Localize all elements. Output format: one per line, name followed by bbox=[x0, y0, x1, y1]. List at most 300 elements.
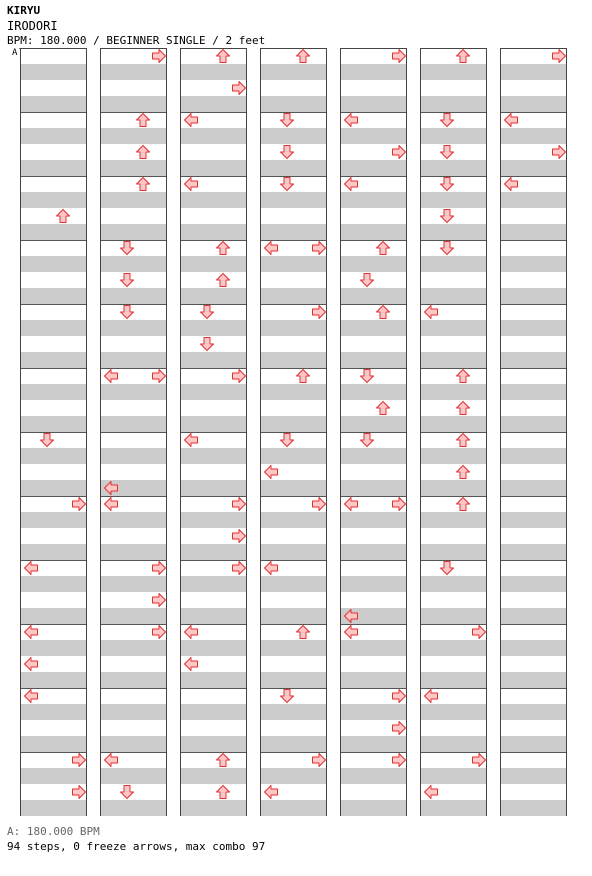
step-arrow-up-icon bbox=[455, 464, 471, 480]
measure-line bbox=[21, 176, 86, 177]
beat-band bbox=[181, 352, 246, 368]
step-arrow-left-icon bbox=[263, 784, 279, 800]
beat-band bbox=[101, 224, 166, 240]
step-arrow-down-icon bbox=[279, 176, 295, 192]
step-arrow-left-icon bbox=[343, 176, 359, 192]
beat-band bbox=[501, 640, 566, 656]
beat-band bbox=[21, 96, 86, 112]
step-arrow-down-icon bbox=[279, 112, 295, 128]
beat-band bbox=[261, 288, 326, 304]
beat-band bbox=[421, 448, 486, 464]
measure-line bbox=[181, 752, 246, 753]
measure-line bbox=[421, 368, 486, 369]
beat-band bbox=[421, 352, 486, 368]
beat-band bbox=[101, 320, 166, 336]
step-arrow-left-icon bbox=[23, 560, 39, 576]
beat-band bbox=[101, 256, 166, 272]
step-arrow-up-icon bbox=[455, 432, 471, 448]
step-arrow-right-icon bbox=[231, 496, 247, 512]
beat-band bbox=[21, 704, 86, 720]
beat-band bbox=[101, 288, 166, 304]
beat-band bbox=[341, 736, 406, 752]
beat-band bbox=[101, 608, 166, 624]
beat-band bbox=[261, 384, 326, 400]
step-arrow-up-icon bbox=[135, 112, 151, 128]
measure-line bbox=[101, 432, 166, 433]
beat-band bbox=[261, 480, 326, 496]
beat-band bbox=[501, 448, 566, 464]
step-arrow-left-icon bbox=[23, 624, 39, 640]
step-arrow-left-icon bbox=[263, 560, 279, 576]
beat-band bbox=[421, 96, 486, 112]
beat-band bbox=[421, 544, 486, 560]
beat-band bbox=[341, 224, 406, 240]
step-arrow-left-icon bbox=[23, 688, 39, 704]
step-arrow-down-icon bbox=[439, 560, 455, 576]
step-arrow-left-icon bbox=[103, 480, 119, 496]
measure-line bbox=[21, 368, 86, 369]
beat-band bbox=[181, 288, 246, 304]
measure-line bbox=[501, 624, 566, 625]
step-arrow-right-icon bbox=[151, 368, 167, 384]
step-arrow-down-icon bbox=[439, 208, 455, 224]
beat-band bbox=[341, 160, 406, 176]
beat-band bbox=[501, 96, 566, 112]
beat-band bbox=[181, 384, 246, 400]
chart-column bbox=[20, 48, 87, 816]
beat-band bbox=[21, 768, 86, 784]
beat-band bbox=[501, 128, 566, 144]
step-arrow-right-icon bbox=[311, 240, 327, 256]
beat-band bbox=[21, 448, 86, 464]
step-arrow-down-icon bbox=[279, 144, 295, 160]
step-arrow-left-icon bbox=[183, 656, 199, 672]
measure-line bbox=[21, 240, 86, 241]
step-arrow-right-icon bbox=[231, 528, 247, 544]
beat-band bbox=[181, 480, 246, 496]
chart-column bbox=[420, 48, 487, 816]
measure-line bbox=[501, 240, 566, 241]
step-arrow-up-icon bbox=[295, 48, 311, 64]
measure-line bbox=[181, 240, 246, 241]
beat-band bbox=[21, 384, 86, 400]
step-arrow-up-icon bbox=[215, 240, 231, 256]
beat-band bbox=[21, 64, 86, 80]
step-arrow-left-icon bbox=[343, 112, 359, 128]
step-arrow-down-icon bbox=[279, 432, 295, 448]
beat-band bbox=[501, 256, 566, 272]
step-arrow-up-icon bbox=[295, 624, 311, 640]
step-arrow-right-icon bbox=[391, 48, 407, 64]
beat-band bbox=[501, 576, 566, 592]
beat-band bbox=[421, 576, 486, 592]
beat-band bbox=[421, 384, 486, 400]
beat-band bbox=[21, 288, 86, 304]
step-arrow-left-icon bbox=[183, 112, 199, 128]
step-arrow-right-icon bbox=[231, 368, 247, 384]
step-arrow-left-icon bbox=[503, 176, 519, 192]
step-arrow-right-icon bbox=[151, 592, 167, 608]
step-arrow-left-icon bbox=[183, 624, 199, 640]
step-arrow-up-icon bbox=[375, 400, 391, 416]
beat-band bbox=[261, 800, 326, 816]
beat-band bbox=[101, 800, 166, 816]
step-arrow-right-icon bbox=[71, 752, 87, 768]
beat-band bbox=[421, 256, 486, 272]
step-arrow-down-icon bbox=[359, 432, 375, 448]
measure-line bbox=[101, 176, 166, 177]
step-arrow-right-icon bbox=[391, 496, 407, 512]
step-arrow-down-icon bbox=[439, 144, 455, 160]
step-arrow-up-icon bbox=[215, 784, 231, 800]
step-arrow-right-icon bbox=[391, 752, 407, 768]
beat-band bbox=[181, 64, 246, 80]
beat-band bbox=[261, 640, 326, 656]
beat-band bbox=[21, 736, 86, 752]
step-arrow-left-icon bbox=[183, 432, 199, 448]
step-arrow-up-icon bbox=[135, 144, 151, 160]
beat-band bbox=[21, 672, 86, 688]
beat-band bbox=[21, 320, 86, 336]
beat-band bbox=[21, 128, 86, 144]
beat-band bbox=[261, 128, 326, 144]
beat-band bbox=[261, 448, 326, 464]
beat-band bbox=[181, 512, 246, 528]
beat-band bbox=[341, 288, 406, 304]
measure-line bbox=[21, 112, 86, 113]
step-arrow-up-icon bbox=[135, 176, 151, 192]
beat-band bbox=[21, 480, 86, 496]
step-arrow-right-icon bbox=[71, 784, 87, 800]
step-arrow-right-icon bbox=[231, 80, 247, 96]
measure-line bbox=[181, 688, 246, 689]
measure-line bbox=[421, 432, 486, 433]
beat-band bbox=[21, 576, 86, 592]
chart-column bbox=[260, 48, 327, 816]
beat-band bbox=[181, 768, 246, 784]
beat-band bbox=[181, 128, 246, 144]
beat-band bbox=[421, 320, 486, 336]
step-arrow-down-icon bbox=[199, 304, 215, 320]
step-arrow-up-icon bbox=[295, 368, 311, 384]
measure-line bbox=[261, 624, 326, 625]
chart-column bbox=[180, 48, 247, 816]
beat-band bbox=[261, 768, 326, 784]
step-arrow-down-icon bbox=[439, 112, 455, 128]
measure-line bbox=[501, 432, 566, 433]
measure-line bbox=[101, 112, 166, 113]
step-arrow-left-icon bbox=[343, 624, 359, 640]
beat-band bbox=[421, 64, 486, 80]
step-arrow-up-icon bbox=[375, 304, 391, 320]
beat-band bbox=[181, 576, 246, 592]
step-arrow-left-icon bbox=[103, 752, 119, 768]
beat-band bbox=[341, 576, 406, 592]
beat-band bbox=[101, 192, 166, 208]
beat-band bbox=[101, 128, 166, 144]
beat-band bbox=[181, 160, 246, 176]
beat-band bbox=[421, 608, 486, 624]
step-arrow-down-icon bbox=[199, 336, 215, 352]
beat-band bbox=[101, 160, 166, 176]
step-arrow-right-icon bbox=[311, 752, 327, 768]
step-arrow-down-icon bbox=[279, 688, 295, 704]
beat-band bbox=[341, 256, 406, 272]
beat-band bbox=[21, 160, 86, 176]
beat-band bbox=[341, 512, 406, 528]
chart-info: BPM: 180.000 / BEGINNER SINGLE / 2 feet bbox=[7, 34, 266, 47]
measure-line bbox=[501, 560, 566, 561]
beat-band bbox=[101, 512, 166, 528]
step-arrow-down-icon bbox=[119, 784, 135, 800]
step-arrow-left-icon bbox=[23, 656, 39, 672]
step-arrow-down-icon bbox=[359, 272, 375, 288]
beat-band bbox=[341, 128, 406, 144]
step-arrow-up-icon bbox=[455, 496, 471, 512]
beat-band bbox=[181, 416, 246, 432]
beat-band bbox=[181, 544, 246, 560]
step-arrow-right-icon bbox=[391, 144, 407, 160]
step-arrow-up-icon bbox=[55, 208, 71, 224]
step-arrow-right-icon bbox=[391, 688, 407, 704]
step-arrow-left-icon bbox=[263, 464, 279, 480]
chart-column bbox=[500, 48, 567, 816]
step-arrow-right-icon bbox=[311, 304, 327, 320]
beat-band bbox=[341, 320, 406, 336]
beat-band bbox=[181, 608, 246, 624]
beat-band bbox=[181, 96, 246, 112]
measure-line bbox=[501, 496, 566, 497]
beat-band bbox=[421, 672, 486, 688]
step-arrow-up-icon bbox=[215, 272, 231, 288]
beat-band bbox=[261, 736, 326, 752]
step-arrow-down-icon bbox=[39, 432, 55, 448]
step-arrow-right-icon bbox=[551, 48, 567, 64]
measure-line bbox=[501, 304, 566, 305]
beat-band bbox=[261, 672, 326, 688]
beat-band bbox=[501, 736, 566, 752]
song-title: IRODORI bbox=[7, 19, 58, 33]
beat-band bbox=[341, 352, 406, 368]
beat-band bbox=[421, 640, 486, 656]
beat-band bbox=[181, 192, 246, 208]
step-arrow-left-icon bbox=[423, 688, 439, 704]
beat-band bbox=[341, 704, 406, 720]
beat-band bbox=[341, 544, 406, 560]
beat-band bbox=[501, 768, 566, 784]
beat-band bbox=[21, 640, 86, 656]
beat-band bbox=[101, 736, 166, 752]
beat-band bbox=[101, 768, 166, 784]
step-arrow-left-icon bbox=[343, 608, 359, 624]
step-arrow-down-icon bbox=[439, 176, 455, 192]
step-arrow-right-icon bbox=[151, 624, 167, 640]
measure-line bbox=[21, 304, 86, 305]
beat-band bbox=[101, 384, 166, 400]
beat-band bbox=[501, 480, 566, 496]
step-arrow-up-icon bbox=[215, 48, 231, 64]
measure-line bbox=[501, 368, 566, 369]
beat-band bbox=[501, 64, 566, 80]
step-arrow-right-icon bbox=[151, 48, 167, 64]
step-arrow-right-icon bbox=[471, 752, 487, 768]
step-arrow-right-icon bbox=[71, 496, 87, 512]
beat-band bbox=[101, 704, 166, 720]
beat-band bbox=[181, 320, 246, 336]
beat-band bbox=[181, 256, 246, 272]
beat-band bbox=[341, 480, 406, 496]
beat-band bbox=[261, 704, 326, 720]
beat-band bbox=[421, 736, 486, 752]
beat-band bbox=[261, 416, 326, 432]
beat-band bbox=[21, 192, 86, 208]
step-arrow-down-icon bbox=[359, 368, 375, 384]
step-arrow-down-icon bbox=[439, 240, 455, 256]
beat-band bbox=[21, 544, 86, 560]
beat-band bbox=[421, 480, 486, 496]
beat-band bbox=[341, 192, 406, 208]
beat-band bbox=[21, 608, 86, 624]
step-arrow-up-icon bbox=[215, 752, 231, 768]
beat-band bbox=[181, 448, 246, 464]
beat-band bbox=[421, 704, 486, 720]
chart-column bbox=[340, 48, 407, 816]
beat-band bbox=[501, 416, 566, 432]
step-arrow-left-icon bbox=[103, 368, 119, 384]
chart-column bbox=[100, 48, 167, 816]
beat-band bbox=[341, 800, 406, 816]
beat-band bbox=[421, 512, 486, 528]
step-arrow-right-icon bbox=[471, 624, 487, 640]
step-arrow-up-icon bbox=[375, 240, 391, 256]
beat-band bbox=[341, 640, 406, 656]
step-arrow-up-icon bbox=[455, 400, 471, 416]
step-arrow-right-icon bbox=[391, 720, 407, 736]
step-arrow-left-icon bbox=[503, 112, 519, 128]
beat-band bbox=[421, 224, 486, 240]
beat-band bbox=[501, 288, 566, 304]
beat-band bbox=[501, 352, 566, 368]
beat-band bbox=[21, 352, 86, 368]
beat-band bbox=[421, 800, 486, 816]
beat-band bbox=[501, 512, 566, 528]
beat-band bbox=[261, 352, 326, 368]
beat-band bbox=[101, 640, 166, 656]
step-arrow-left-icon bbox=[423, 304, 439, 320]
beat-band bbox=[21, 256, 86, 272]
beat-band bbox=[501, 800, 566, 816]
beat-band bbox=[261, 192, 326, 208]
step-arrow-left-icon bbox=[103, 496, 119, 512]
step-arrow-left-icon bbox=[263, 240, 279, 256]
beat-band bbox=[101, 448, 166, 464]
beat-band bbox=[501, 192, 566, 208]
beat-band bbox=[421, 416, 486, 432]
measure-line bbox=[341, 304, 406, 305]
beat-band bbox=[181, 736, 246, 752]
beat-band bbox=[341, 96, 406, 112]
beat-band bbox=[101, 544, 166, 560]
beat-band bbox=[21, 416, 86, 432]
measure-line bbox=[261, 368, 326, 369]
beat-band bbox=[501, 384, 566, 400]
beat-band bbox=[101, 416, 166, 432]
step-arrow-right-icon bbox=[551, 144, 567, 160]
beat-band bbox=[421, 192, 486, 208]
beat-band bbox=[181, 704, 246, 720]
measure-line bbox=[501, 688, 566, 689]
beat-band bbox=[261, 96, 326, 112]
step-arrow-left-icon bbox=[183, 176, 199, 192]
beat-band bbox=[341, 768, 406, 784]
step-arrow-right-icon bbox=[311, 496, 327, 512]
beat-band bbox=[501, 224, 566, 240]
measure-line bbox=[341, 560, 406, 561]
beat-band bbox=[261, 576, 326, 592]
beat-band bbox=[341, 416, 406, 432]
beat-band bbox=[261, 512, 326, 528]
beat-band bbox=[21, 800, 86, 816]
beat-band bbox=[101, 96, 166, 112]
beat-band bbox=[421, 160, 486, 176]
beat-band bbox=[501, 320, 566, 336]
beat-band bbox=[501, 160, 566, 176]
beat-band bbox=[341, 672, 406, 688]
bpm-marker: A bbox=[12, 48, 18, 58]
step-arrow-down-icon bbox=[119, 304, 135, 320]
beat-band bbox=[101, 672, 166, 688]
beat-band bbox=[261, 544, 326, 560]
beat-band bbox=[341, 384, 406, 400]
step-arrow-up-icon bbox=[455, 368, 471, 384]
chart-stats: 94 steps, 0 freeze arrows, max combo 97 bbox=[7, 840, 266, 853]
beat-band bbox=[261, 320, 326, 336]
measure-line bbox=[341, 240, 406, 241]
step-arrow-up-icon bbox=[455, 48, 471, 64]
step-arrow-right-icon bbox=[231, 560, 247, 576]
beat-band bbox=[21, 224, 86, 240]
step-arrow-left-icon bbox=[343, 496, 359, 512]
artist-name: KIRYU bbox=[7, 4, 41, 17]
beat-band bbox=[261, 64, 326, 80]
beat-band bbox=[421, 128, 486, 144]
beat-band bbox=[261, 224, 326, 240]
beat-band bbox=[21, 512, 86, 528]
beat-band bbox=[261, 608, 326, 624]
beat-band bbox=[101, 576, 166, 592]
step-arrow-right-icon bbox=[151, 560, 167, 576]
beat-band bbox=[181, 672, 246, 688]
beat-band bbox=[101, 352, 166, 368]
measure-line bbox=[101, 688, 166, 689]
step-arrow-down-icon bbox=[119, 272, 135, 288]
step-arrow-down-icon bbox=[119, 240, 135, 256]
step-arrow-left-icon bbox=[423, 784, 439, 800]
beat-band bbox=[501, 544, 566, 560]
beat-band bbox=[341, 448, 406, 464]
beat-band bbox=[421, 768, 486, 784]
beat-band bbox=[501, 608, 566, 624]
measure-line bbox=[501, 752, 566, 753]
beat-band bbox=[181, 640, 246, 656]
beat-band bbox=[421, 288, 486, 304]
beat-band bbox=[181, 224, 246, 240]
beat-band bbox=[341, 64, 406, 80]
measure-line bbox=[421, 496, 486, 497]
beat-band bbox=[261, 256, 326, 272]
beat-band bbox=[501, 672, 566, 688]
beat-band bbox=[261, 160, 326, 176]
